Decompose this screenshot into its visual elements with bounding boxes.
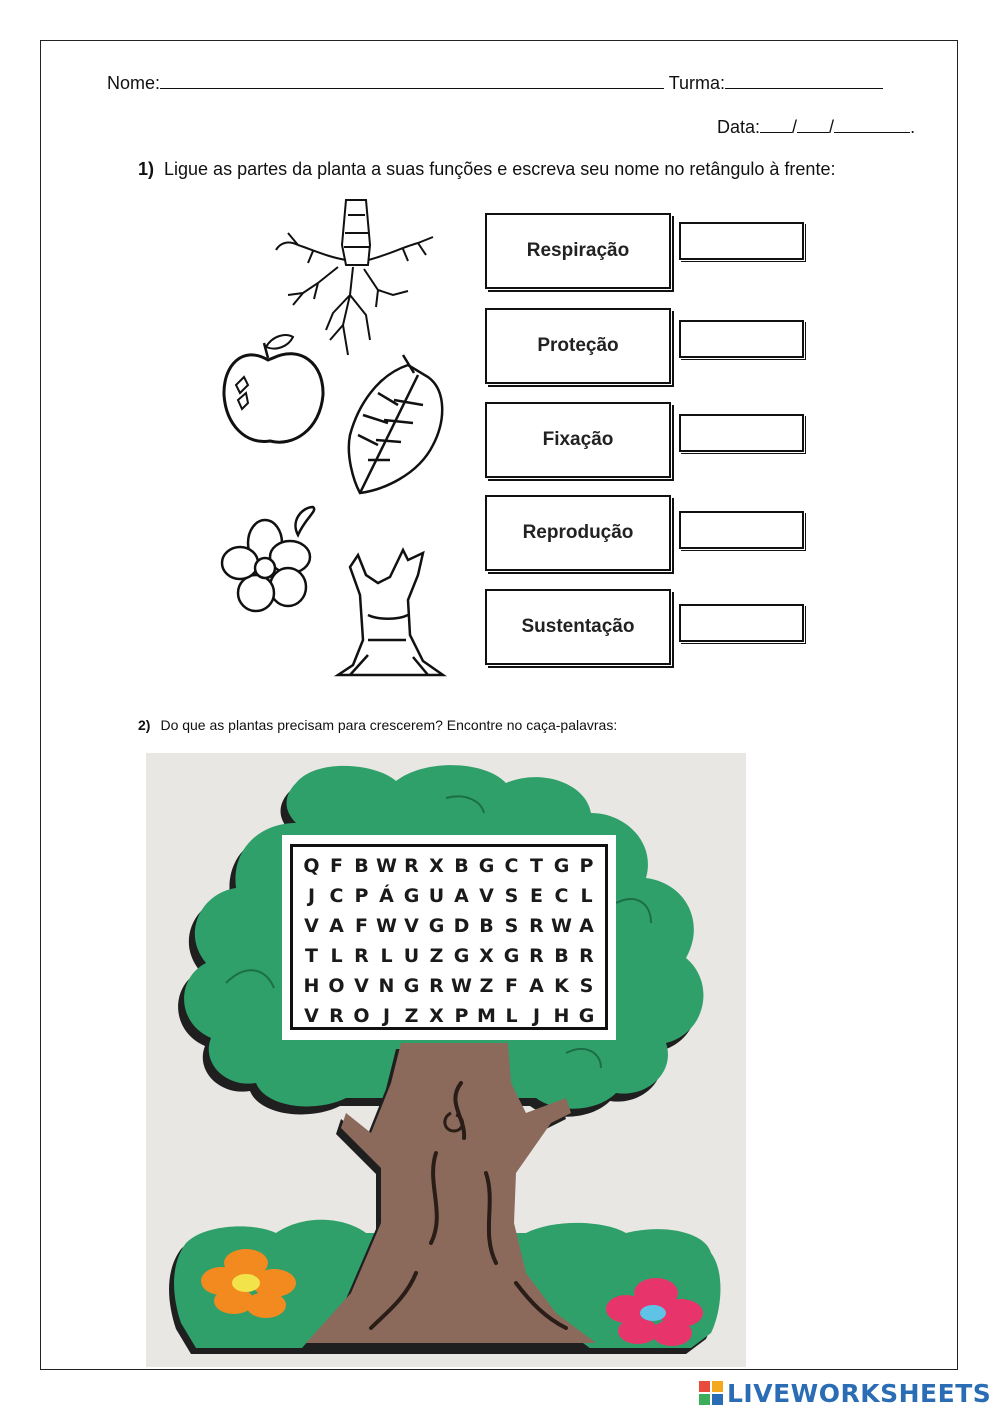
grid-letter[interactable]: Z	[479, 975, 494, 997]
grid-letter[interactable]: G	[503, 945, 520, 967]
name-label: Nome:	[107, 73, 161, 93]
function-box-protection[interactable]	[485, 308, 671, 384]
grid-letter[interactable]: R	[579, 945, 594, 967]
grid-letter[interactable]: R	[429, 975, 444, 997]
flower-illustration[interactable]	[222, 507, 314, 611]
grid-letter[interactable]: R	[329, 1005, 344, 1027]
answer-input-2[interactable]	[679, 320, 804, 358]
answer-input-5[interactable]	[679, 604, 804, 642]
grid-letter[interactable]: G	[428, 915, 445, 937]
function-box-reproduction[interactable]	[485, 495, 671, 571]
grid-letter[interactable]: C	[504, 855, 519, 877]
grid-letter[interactable]: B	[479, 915, 494, 937]
grid-letter[interactable]: L	[380, 945, 393, 967]
leaf-illustration[interactable]	[349, 355, 442, 493]
grid-letter[interactable]: M	[477, 1005, 496, 1027]
grid-letter[interactable]: C	[554, 885, 569, 907]
grid-letter[interactable]: U	[403, 945, 420, 967]
grid-letter[interactable]: A	[529, 975, 544, 997]
grid-letter[interactable]: X	[429, 855, 444, 877]
grid-letter[interactable]: L	[580, 885, 593, 907]
grid-letter[interactable]: V	[404, 915, 419, 937]
function-label: Proteção	[537, 335, 619, 356]
grid-letter[interactable]: J	[382, 1005, 391, 1027]
plant-parts-illustrations	[218, 195, 463, 685]
function-label: Fixação	[542, 429, 614, 450]
grid-letter[interactable]: G	[403, 975, 420, 997]
roots-illustration[interactable]	[276, 200, 433, 355]
grid-letter[interactable]: G	[478, 855, 495, 877]
grid-letter[interactable]: W	[551, 915, 572, 937]
function-label: Respiração	[526, 240, 630, 261]
trunk-stem-illustration[interactable]	[338, 550, 443, 675]
function-box-respiration[interactable]	[485, 213, 671, 289]
date-day-line[interactable]	[760, 118, 792, 133]
name-input-line[interactable]	[160, 74, 664, 89]
function-box-fixation[interactable]	[485, 402, 671, 478]
name-field-row	[107, 73, 883, 94]
question-2-text	[138, 717, 617, 733]
liveworksheets-icon	[698, 1380, 724, 1406]
grid-letter[interactable]: W	[376, 855, 397, 877]
date-label: Data:	[717, 117, 761, 137]
apple-fruit-illustration[interactable]	[224, 335, 323, 442]
grid-letter[interactable]: A	[579, 915, 594, 937]
grid-letter[interactable]: G	[403, 885, 420, 907]
grid-letter[interactable]: O	[353, 1005, 370, 1027]
grid-letter[interactable]: V	[354, 975, 369, 997]
grid-letter[interactable]: Q	[303, 855, 320, 877]
grid-letter[interactable]: P	[454, 1005, 469, 1027]
grid-letter[interactable]: S	[504, 885, 519, 907]
grid-letter[interactable]: H	[303, 975, 320, 997]
grid-letter[interactable]: Á	[379, 885, 394, 907]
question-1-prompt: Ligue as partes da planta a suas funções e escreva seu nome no retângulo à frente:	[164, 159, 836, 179]
date-end-mark: .	[910, 117, 916, 137]
grid-letter[interactable]: A	[454, 885, 469, 907]
grid-letter[interactable]: V	[304, 915, 319, 937]
grid-letter[interactable]: C	[329, 885, 344, 907]
question-1-number: 1)	[138, 159, 155, 179]
grid-letter[interactable]: B	[554, 945, 569, 967]
grid-letter[interactable]: J	[307, 885, 316, 907]
answer-input-4[interactable]	[679, 511, 804, 549]
function-label: Sustentação	[521, 616, 635, 637]
grid-letter[interactable]: R	[529, 915, 544, 937]
answer-input-1[interactable]	[679, 222, 804, 260]
grid-letter[interactable]: W	[376, 915, 397, 937]
function-box-support[interactable]	[485, 589, 671, 665]
question-2-prompt: Do que as plantas precisam para crescerem? Encontre no caça-palavras:	[160, 717, 618, 733]
word-search-frame	[290, 844, 608, 1030]
grid-letter[interactable]: B	[354, 855, 369, 877]
date-separator: /	[792, 117, 798, 137]
grid-letter[interactable]: S	[579, 975, 594, 997]
date-field-row	[717, 117, 915, 138]
grid-letter[interactable]: F	[505, 975, 518, 997]
date-separator: /	[829, 117, 835, 137]
grid-letter[interactable]: L	[330, 945, 343, 967]
grid-letter[interactable]: L	[505, 1005, 518, 1027]
grid-letter[interactable]: R	[529, 945, 544, 967]
grid-letter[interactable]: X	[479, 945, 494, 967]
grid-letter[interactable]: G	[578, 1005, 595, 1027]
grid-letter[interactable]: G	[553, 855, 570, 877]
grid-letter[interactable]: B	[454, 855, 469, 877]
grid-letter[interactable]: U	[428, 885, 445, 907]
grid-letter[interactable]: F	[355, 915, 368, 937]
grid-letter[interactable]: V	[304, 1005, 319, 1027]
grid-letter[interactable]: N	[378, 975, 395, 997]
grid-letter[interactable]: D	[453, 915, 470, 937]
question-1-text	[138, 159, 835, 180]
date-year-line[interactable]	[834, 118, 910, 133]
grid-letter[interactable]: F	[330, 855, 343, 877]
liveworksheets-logo	[698, 1376, 991, 1410]
grid-letter[interactable]: X	[429, 1005, 444, 1027]
grid-letter[interactable]: K	[554, 975, 569, 997]
class-label: Turma:	[668, 73, 726, 93]
word-search-card	[282, 835, 616, 1040]
grid-letter[interactable]: O	[328, 975, 345, 997]
date-month-line[interactable]	[797, 118, 829, 133]
class-input-line[interactable]	[725, 74, 883, 89]
grid-letter[interactable]: V	[479, 885, 494, 907]
grid-letter[interactable]: T	[530, 855, 543, 877]
grid-letter[interactable]: H	[553, 1005, 570, 1027]
question-2-number: 2)	[138, 717, 151, 733]
word-search-grid	[299, 851, 599, 1031]
grid-letter[interactable]: Z	[429, 945, 444, 967]
grid-letter[interactable]: A	[329, 915, 344, 937]
grid-letter[interactable]: Z	[404, 1005, 419, 1027]
grid-letter[interactable]: R	[404, 855, 419, 877]
grid-letter[interactable]: R	[354, 945, 369, 967]
grid-letter[interactable]: W	[451, 975, 472, 997]
grid-letter[interactable]: J	[532, 1005, 541, 1027]
brand-name: LIVEWORKSHEETS	[727, 1378, 992, 1408]
function-label: Reprodução	[522, 522, 634, 543]
grid-letter[interactable]: G	[453, 945, 470, 967]
grid-letter[interactable]: E	[530, 885, 543, 907]
grid-letter[interactable]: S	[504, 915, 519, 937]
grid-letter[interactable]: P	[354, 885, 369, 907]
answer-input-3[interactable]	[679, 414, 804, 452]
grid-letter[interactable]: P	[579, 855, 594, 877]
grid-letter[interactable]: T	[305, 945, 318, 967]
